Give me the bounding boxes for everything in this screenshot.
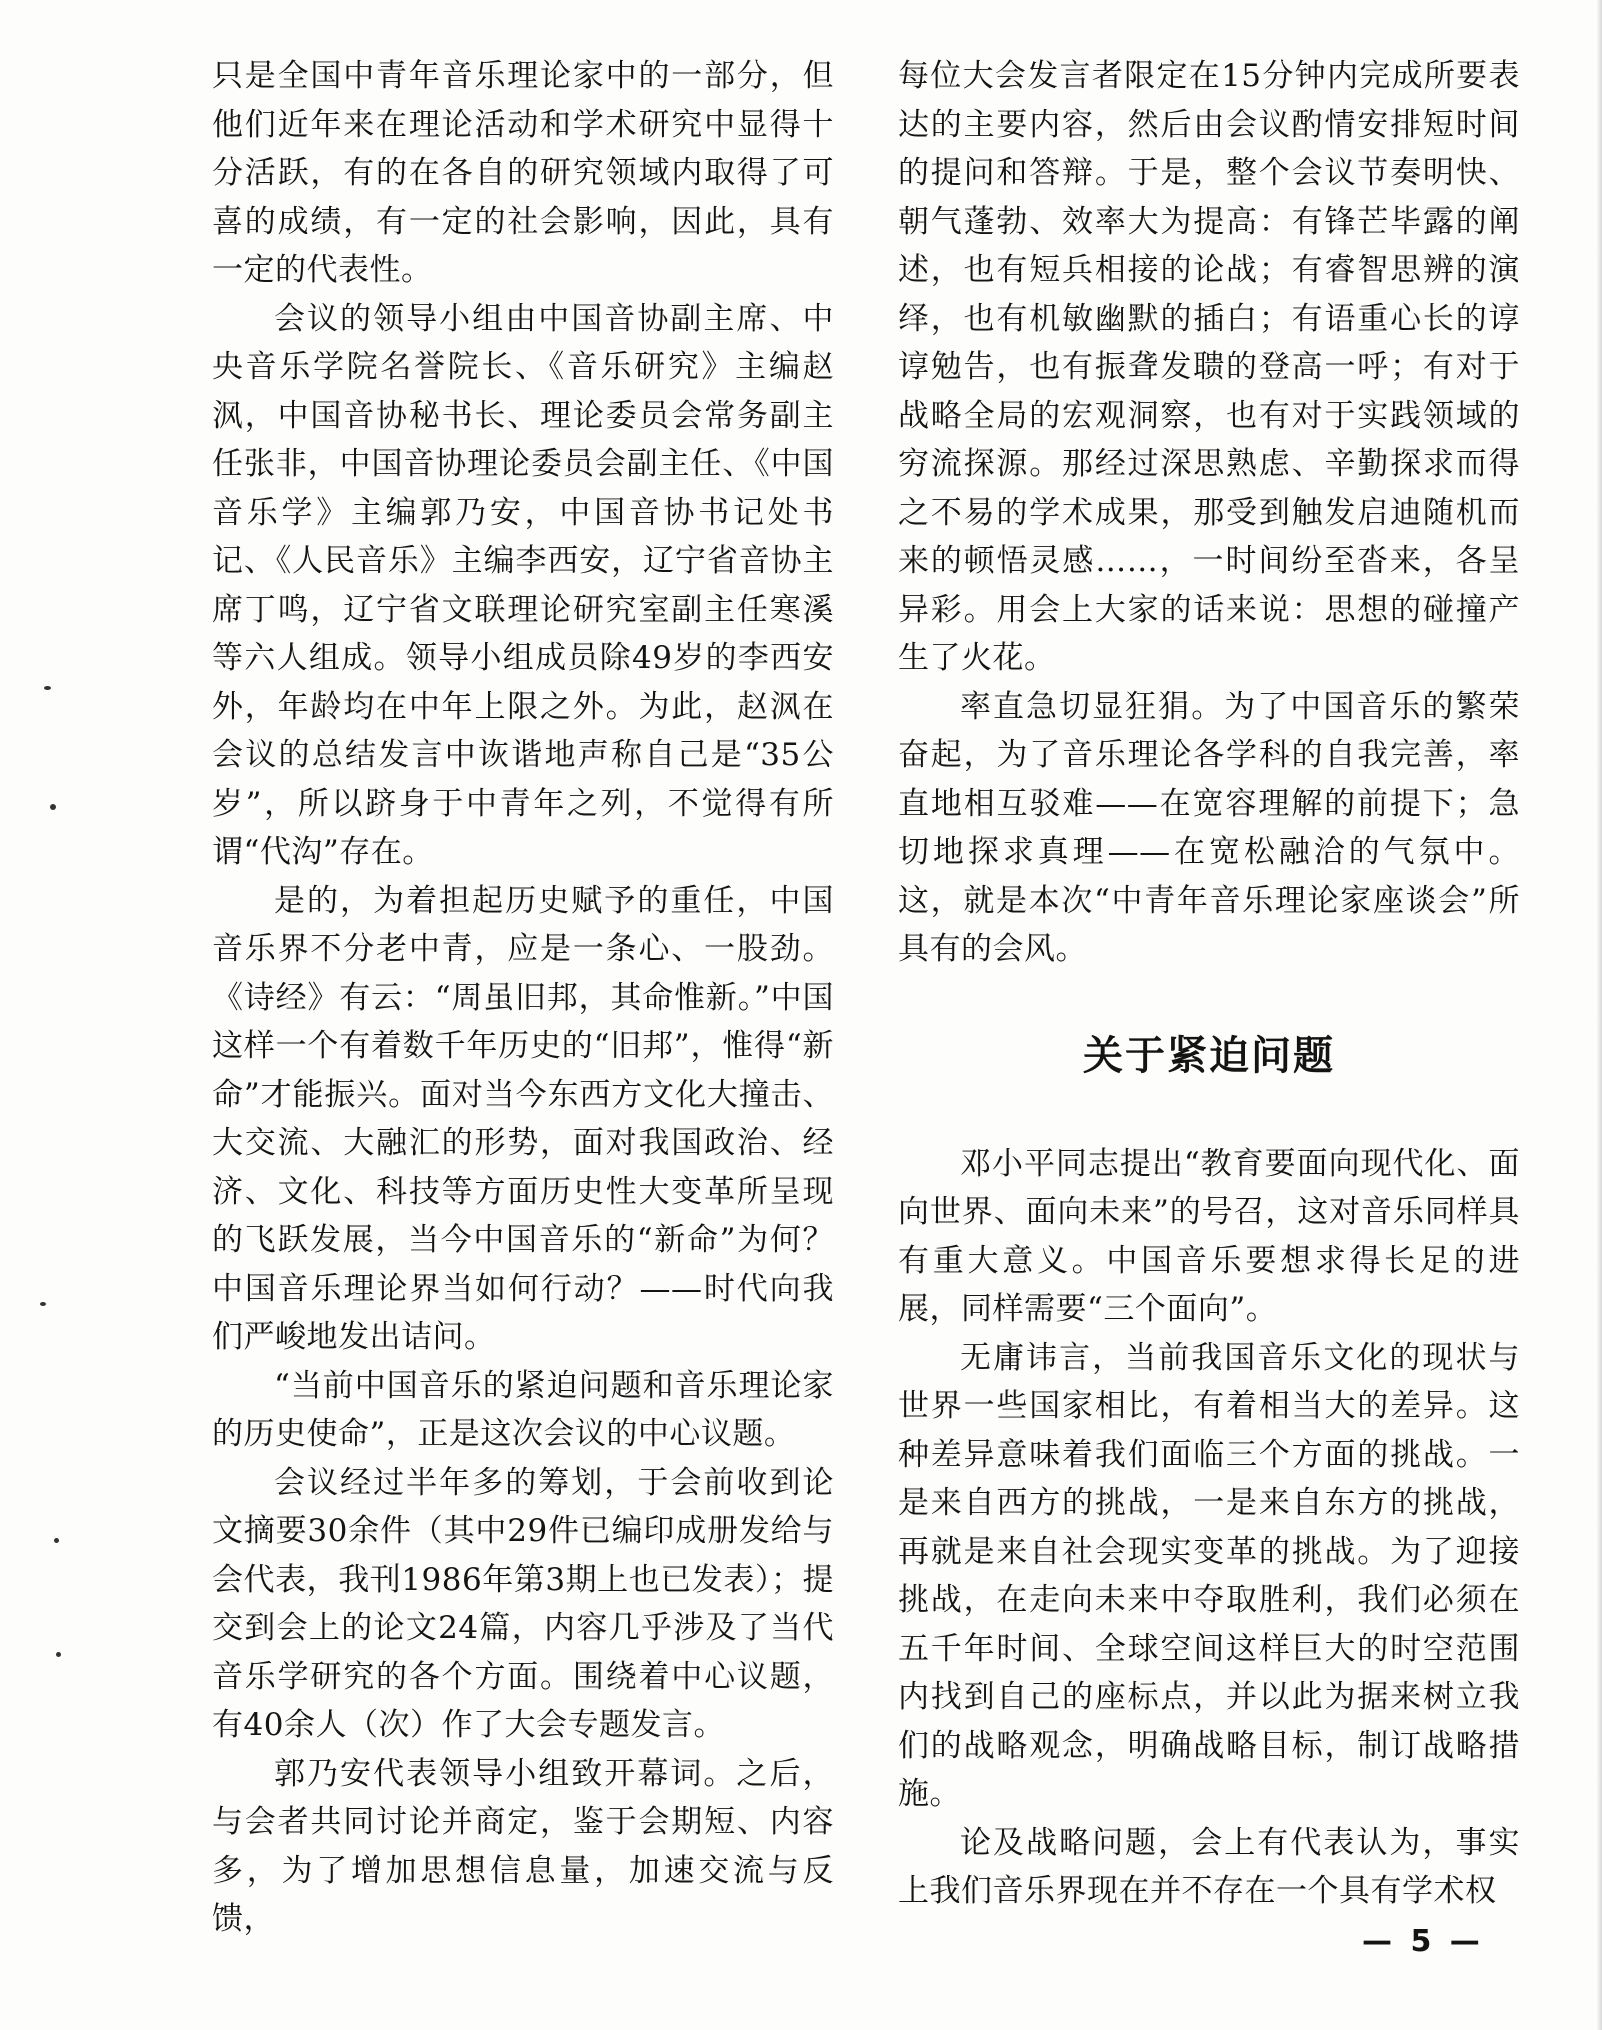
paragraph: 会议经过半年多的筹划，于会前收到论文摘要30余件（其中29件已编印成册发给与会代表，我刊1986年第3期上也已发表）；提交到会上的论文24篇，内容几乎涉及了当代音乐学研究的各个方面。围绕着中心议题，有40余人（次）作了大会专题发言。 bbox=[212, 1464, 834, 1743]
paragraph: 邓小平同志提出“教育要面向现代化、面向世界、面向未来”的号召，这对音乐同样具有重大意义。中国音乐要想求得长足的进展，同样需要“三个面向”。 bbox=[898, 1145, 1520, 1327]
paragraph: “当前中国音乐的紧迫问题和音乐理论家的历史使命”，正是这次会议的中心议题。 bbox=[212, 1367, 834, 1452]
paragraph: 论及战略问题，会上有代表认为，事实上我们音乐界现在并不存在一个具有学术权 bbox=[898, 1824, 1520, 1909]
paragraph: 郭乃安代表领导小组致开幕词。之后，与会者共同讨论并商定，鉴于会期短、内容多，为了增加思想信息量，加速交流与反馈， bbox=[212, 1755, 834, 1937]
paragraph: 每位大会发言者限定在15分钟内完成所要表达的主要内容，然后由会议酌情安排短时间的提问和答辩。于是，整个会议节奏明快、朝气蓬勃、效率大为提高：有锋芒毕露的阐述，也有短兵相接的论战；有睿智思辨的演绎，也有机敏幽默的插白；有语重心长的谆谆勉告，也有振聋发聩的登高一呼；有对于战略全局的宏观洞察，也有对于实践领域的穷流探源。那经过深思熟虑、辛勤探求而得之不易的学术成果，那受到触发启迪随机而来的顿悟灵感……，一时间纷至沓来，各呈异彩。用会上大家的话来说：思想的碰撞产生了火花。 bbox=[898, 58, 1520, 676]
scan-speck bbox=[44, 686, 51, 690]
right-column bbox=[898, 52, 1520, 1916]
page-number: — 5 — bbox=[1362, 1924, 1484, 1959]
scan-speck bbox=[50, 804, 56, 810]
paragraph: 是的，为着担起历史赋予的重任，中国音乐界不分老中青，应是一条心、一股劲。《诗经》有云：“周虽旧邦，其命惟新。”中国这样一个有着数千年历史的“旧邦”，惟得“新命”才能振兴。面对当今东西方文化大撞击、大交流、大融汇的形势，面对我国政治、经济、文化、科技等方面历史性大变革所呈现的飞跃发展，当今中国音乐的“新命”为何？中国音乐理论界当如何行动？——时代向我们严峻地发出诘问。 bbox=[212, 882, 834, 1355]
left-column bbox=[212, 52, 834, 1944]
page-edge-shadow bbox=[1596, 0, 1602, 2030]
scan-speck bbox=[54, 1538, 59, 1543]
scan-speck bbox=[40, 1302, 46, 1306]
paragraph: 只是全国中青年音乐理论家中的一部分，但他们近年来在理论活动和学术研究中显得十分活跃，有的在各自的研究领域内取得了可喜的成绩，有一定的社会影响，因此，具有一定的代表性。 bbox=[212, 58, 834, 288]
section-title: 关于紧迫问题 bbox=[1083, 1032, 1335, 1079]
paragraph: 会议的领导小组由中国音协副主席、中央音乐学院名誉院长、《音乐研究》主编赵沨，中国音协秘书长、理论委员会常务副主任张非，中国音协理论委员会副主任、《中国音乐学》主编郭乃安，中国音协书记处书记、《人民音乐》主编李西安，辽宁省音协主席丁鸣，辽宁省文联理论研究室副主任寒溪等六人组成。领导小组成员除49岁的李西安外，年龄均在中年上限之外。为此，赵沨在会议的总结发言中诙谐地声称自己是“35公岁”，所以跻身于中青年之列，不觉得有所谓“代沟”存在。 bbox=[212, 300, 834, 870]
paragraph: 率直急切显狂狷。为了中国音乐的繁荣奋起，为了音乐理论各学科的自我完善，率直地相互驳难——在宽容理解的前提下；急切地探求真理——在宽松融洽的气氛中。这，就是本次“中青年音乐理论家座谈会”所具有的会风。 bbox=[898, 688, 1520, 967]
scan-speck bbox=[56, 1652, 61, 1657]
paragraph: 无庸讳言，当前我国音乐文化的现状与世界一些国家相比，有着相当大的差异。这种差异意味着我们面临三个方面的挑战。一是来自西方的挑战，一是来自东方的挑战，再就是来自社会现实变革的挑战。为了迎接挑战，在走向未来中夺取胜利，我们必须在五千年时间、全球空间这样巨大的时空范围内找到自己的座标点，并以此为据来树立我们的战略观念，明确战略目标，制订战略措施。 bbox=[898, 1339, 1520, 1812]
